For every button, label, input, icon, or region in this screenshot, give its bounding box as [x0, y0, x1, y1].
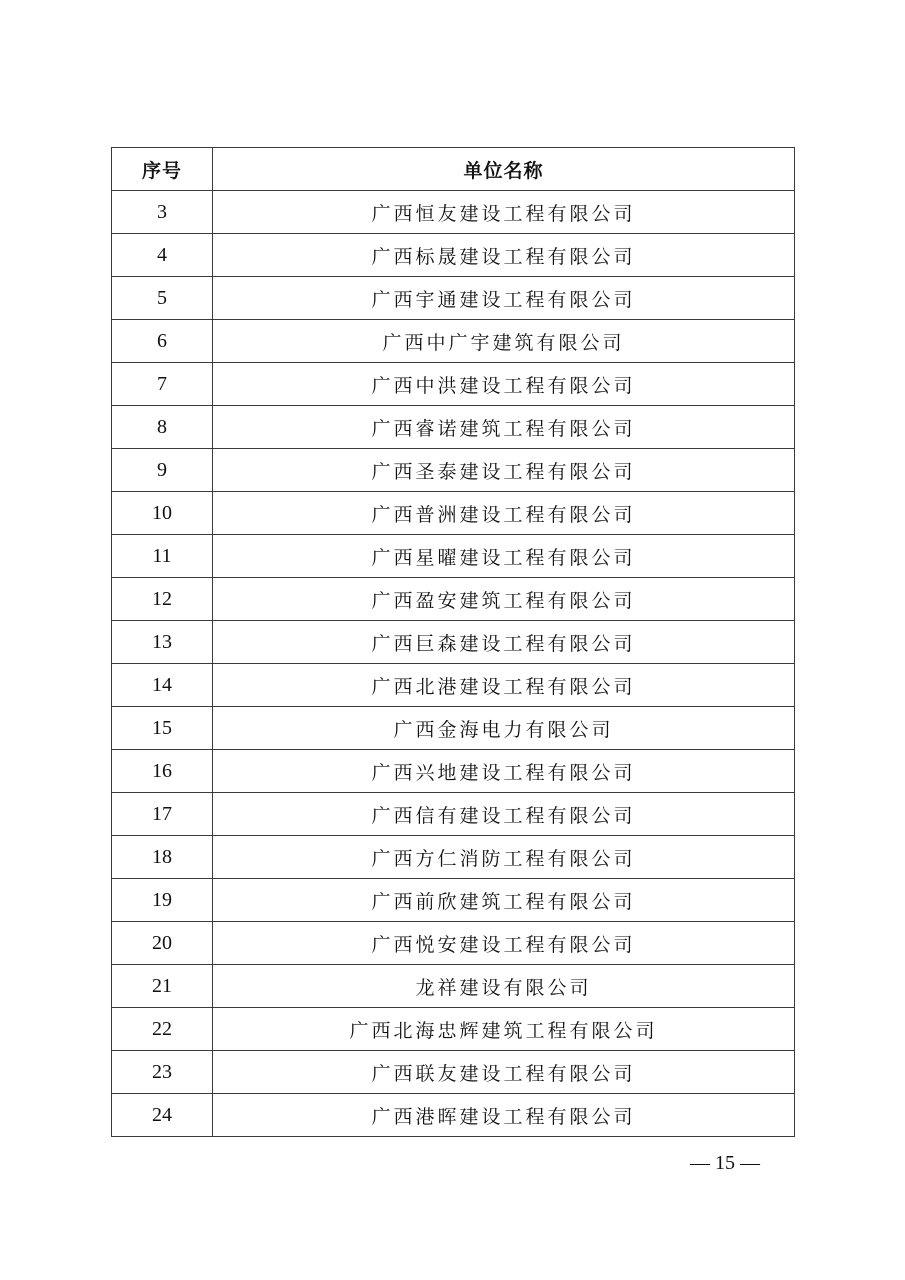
- table-row: [112, 965, 795, 1008]
- row-serial-number: 24: [112, 1094, 213, 1137]
- row-unit-name: 广西北海忠辉建筑工程有限公司: [213, 1008, 795, 1051]
- table-row: [112, 1008, 795, 1051]
- table-row: [112, 492, 795, 535]
- table-row: [112, 578, 795, 621]
- row-serial-number: 15: [112, 707, 213, 750]
- row-serial-number: 23: [112, 1051, 213, 1094]
- table-row: [112, 879, 795, 922]
- row-serial-number: 3: [112, 191, 213, 234]
- table-row: [112, 320, 795, 363]
- row-unit-name: 广西兴地建设工程有限公司: [213, 750, 795, 793]
- row-serial-number: 9: [112, 449, 213, 492]
- table-row: [112, 750, 795, 793]
- table-row: [112, 1094, 795, 1137]
- row-serial-number: 4: [112, 234, 213, 277]
- row-unit-name: 广西前欣建筑工程有限公司: [213, 879, 795, 922]
- row-unit-name: 广西联友建设工程有限公司: [213, 1051, 795, 1094]
- table-row: [112, 664, 795, 707]
- row-serial-number: 12: [112, 578, 213, 621]
- row-unit-name: 广西标晟建设工程有限公司: [213, 234, 795, 277]
- header-serial-number: 序号: [112, 148, 213, 191]
- row-serial-number: 18: [112, 836, 213, 879]
- row-serial-number: 17: [112, 793, 213, 836]
- row-unit-name: 广西普洲建设工程有限公司: [213, 492, 795, 535]
- table-row: [112, 406, 795, 449]
- row-serial-number: 8: [112, 406, 213, 449]
- page-number: — 15 —: [690, 1152, 760, 1174]
- row-serial-number: 5: [112, 277, 213, 320]
- row-unit-name: 龙祥建设有限公司: [213, 965, 795, 1008]
- row-serial-number: 6: [112, 320, 213, 363]
- row-unit-name: 广西方仁消防工程有限公司: [213, 836, 795, 879]
- table-row: [112, 922, 795, 965]
- table-body: [112, 191, 795, 1137]
- row-serial-number: 10: [112, 492, 213, 535]
- row-unit-name: 广西星曜建设工程有限公司: [213, 535, 795, 578]
- table-row: [112, 234, 795, 277]
- row-unit-name: 广西悦安建设工程有限公司: [213, 922, 795, 965]
- row-serial-number: 20: [112, 922, 213, 965]
- row-unit-name: 广西恒友建设工程有限公司: [213, 191, 795, 234]
- row-unit-name: 广西金海电力有限公司: [213, 707, 795, 750]
- row-serial-number: 11: [112, 535, 213, 578]
- table-row: [112, 707, 795, 750]
- row-serial-number: 13: [112, 621, 213, 664]
- row-serial-number: 7: [112, 363, 213, 406]
- row-unit-name: 广西中洪建设工程有限公司: [213, 363, 795, 406]
- row-unit-name: 广西圣泰建设工程有限公司: [213, 449, 795, 492]
- row-unit-name: 广西北港建设工程有限公司: [213, 664, 795, 707]
- row-unit-name: 广西中广宇建筑有限公司: [213, 320, 795, 363]
- row-unit-name: 广西巨森建设工程有限公司: [213, 621, 795, 664]
- table-row: [112, 363, 795, 406]
- header-unit-name: 单位名称: [213, 148, 795, 191]
- header-row: [112, 148, 795, 191]
- row-unit-name: 广西港晖建设工程有限公司: [213, 1094, 795, 1137]
- row-serial-number: 22: [112, 1008, 213, 1051]
- row-serial-number: 14: [112, 664, 213, 707]
- row-unit-name: 广西盈安建筑工程有限公司: [213, 578, 795, 621]
- row-unit-name: 广西宇通建设工程有限公司: [213, 277, 795, 320]
- table-row: [112, 836, 795, 879]
- table-header: [112, 148, 795, 191]
- table-row: [112, 793, 795, 836]
- row-serial-number: 19: [112, 879, 213, 922]
- row-unit-name: 广西信有建设工程有限公司: [213, 793, 795, 836]
- row-serial-number: 21: [112, 965, 213, 1008]
- table-row: [112, 449, 795, 492]
- table-row: [112, 1051, 795, 1094]
- table-row: [112, 277, 795, 320]
- row-unit-name: 广西睿诺建筑工程有限公司: [213, 406, 795, 449]
- table-row: [112, 535, 795, 578]
- row-serial-number: 16: [112, 750, 213, 793]
- table-row: [112, 191, 795, 234]
- table-row: [112, 621, 795, 664]
- unit-list-table: [111, 147, 795, 1137]
